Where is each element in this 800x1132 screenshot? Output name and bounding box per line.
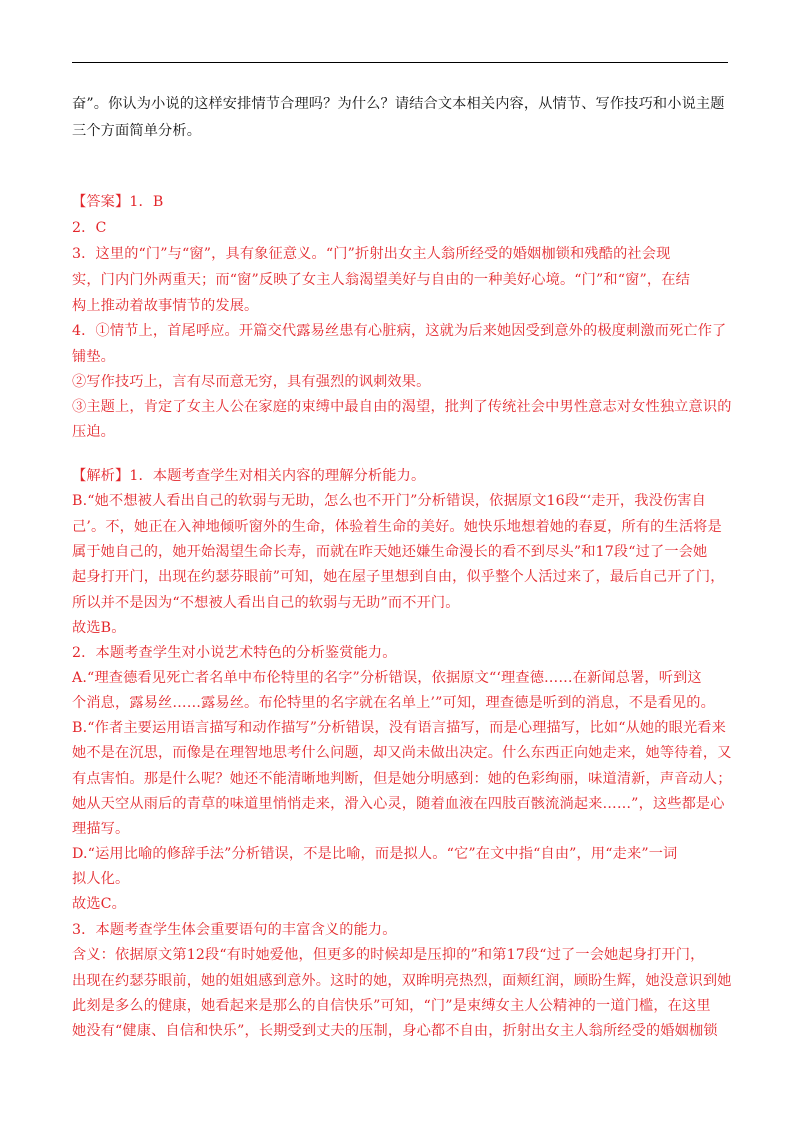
analysis-line: B.“作者主要运用语言描写和动作描写”分析错误，没有语言描写，而是心理描写，比如“从她的眼光看来 [72,720,726,736]
analysis-line: 她不是在沉思，而像是在理智地思考什么问题，却又尚未做出决定。什么东西正向她走来，她等待着，又 [72,745,732,761]
analysis-line: 个消息，露易丝……露易丝。布伦特里的名字就在名单上’”可知，理查德是听到的消息，不是看见的。 [72,695,715,711]
analysis-line: 【解析】1．本题考查学生对相关内容的理解分析能力。 [72,468,426,484]
header-rule [72,62,728,63]
answer-line: 3．这里的“门”与“窗”，具有象征意义。“门”折射出女主人翁所经受的婚姻枷锁和残酷的社会现 [72,246,671,262]
answer-line: ②写作技巧上，言有尽而意无穷，具有强烈的讽刺效果。 [72,374,431,390]
answer-line: ③主题上，肯定了女主人公在家庭的束缚中最自由的渴望，批判了传统社会中男性意志对女性独立意识的 [72,399,732,415]
analysis-line: D.“运用比喻的修辞手法”分析错误，不是比喻，而是拟人。“它”在文中指“自由”，用“走来”一词 [72,846,678,862]
analysis-line: B.“她不想被人看出自己的软弱与无助，怎么也不开门”分析错误，依据原文16段“‘走开，我没伤害自 [72,493,706,509]
analysis-line: 3．本题考查学生体会重要语句的丰富含义的能力。 [72,922,397,938]
analysis-line: 故选C。 [72,896,127,912]
analysis-line: 她没有“健康、自信和快乐”，长期受到丈夫的压制，身心都不自由，折射出女主人翁所经受的婚姻枷锁 [72,1023,718,1039]
analysis-line: 有点害怕。那是什么呢？她还不能清晰地判断，但是她分明感到：她的色彩绚丽，味道清新，声音动人； [72,771,732,787]
analysis-line: 拟人化。 [72,871,130,887]
answer-line: 压迫。 [72,424,116,440]
analysis-line: 故选B。 [72,620,126,636]
analysis-line: 所以并不是因为“不想被人看出自己的软弱与无助”而不开门。 [72,595,460,611]
analysis-line: A.“理查德看见死亡者名单中布伦特里的名字”分析错误，依据原文“‘理查德……在新闻总署，听到这 [72,670,702,686]
answer-line: 4．①情节上，首尾呼应。开篇交代露易丝患有心脏病，这就为后来她因受到意外的极度刺激而死亡作了 [72,323,727,339]
analysis-line: 她从天空从雨后的青草的味道里悄悄走来，滑入心灵，随着血液在四肢百骸流淌起来……”，这些都是心 [72,796,725,812]
question-line: 奋”。你认为小说的这样安排情节合理吗？为什么？请结合文本相关内容，从情节、写作技巧和小说主题 [72,96,725,112]
analysis-line: 含义：依据原文第12段“有时她爱他，但更多的时候却是压抑的”和第17段“过了一会她起身打开门， [72,947,705,963]
question-line: 三个方面简单分析。 [72,123,202,139]
answer-line: 铺垫。 [72,349,116,365]
analysis-line: 出现在约瑟芬眼前，她的姐姐感到意外。这时的她，双眸明亮热烈，面颊红润，顾盼生辉，她没意识到她 [72,973,732,989]
analysis-line: 2．本题考查学生对小说艺术特色的分析鉴赏能力。 [72,645,397,661]
analysis-line: 己’。不，她正在入神地倾听窗外的生命，体验着生命的美好。她快乐地想着她的春夏，所有的生活将是 [72,519,722,535]
answer-line: 构上推动着故事情节的发展。 [72,298,259,314]
analysis-line: 起身打开门，出现在约瑟芬眼前”可知，她在屋子里想到自由，似乎整个人活过来了，最后自己开了门， [72,569,725,585]
analysis-line: 此刻是多么的健康，她看起来是那么的自信快乐”可知，“门”是束缚女主人公精神的一道门槛，在这里 [72,998,711,1014]
answer-line: 2．C [72,220,107,236]
analysis-line: 属于她自己的，她开始渴望生命长寿，而就在昨天她还嫌生命漫长的看不到尽头”和17段“过了一会她 [72,544,708,560]
analysis-line: 理描写。 [72,821,130,837]
answer-line: 实，门内门外两重天；而“窗”反映了女主人翁渴望美好与自由的一种美好心境。“门”和“窗”，在结 [72,272,690,288]
answer-line: 【答案】1．B [72,194,164,210]
